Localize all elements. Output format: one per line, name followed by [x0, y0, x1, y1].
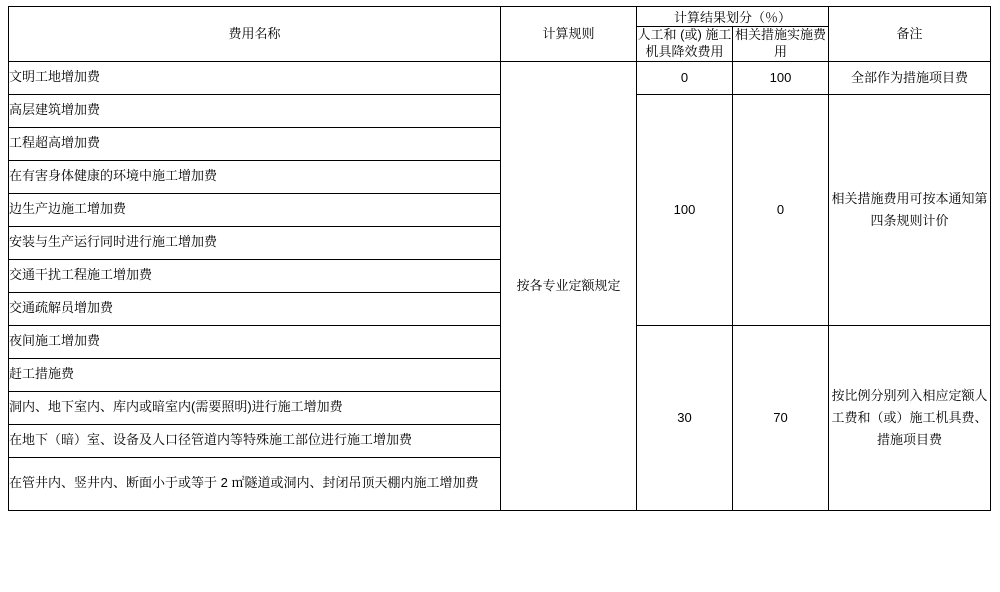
- remark-cell: 相关措施费用可按本通知第四条规则计价: [829, 94, 991, 325]
- fee-name-cell: 在有害身体健康的环境中施工增加费: [9, 160, 501, 193]
- fee-name-cell: 在管井内、竖井内、断面小于或等于 2 ㎡隧道或洞内、封闭吊顶天棚内施工增加费: [9, 457, 501, 510]
- calc-rule-cell: 按各专业定额规定: [501, 61, 637, 510]
- fee-name-cell: 在地下（暗）室、设备及人口径管道内等特殊施工部位进行施工增加费: [9, 424, 501, 457]
- measure-pct-cell: 0: [733, 94, 829, 325]
- header-calc-rule: 计算规则: [501, 7, 637, 62]
- remark-cell: 全部作为措施项目费: [829, 61, 991, 94]
- header-remark: 备注: [829, 7, 991, 62]
- fee-name-cell: 安装与生产运行同时进行施工增加费: [9, 226, 501, 259]
- fee-name-cell: 边生产边施工增加费: [9, 193, 501, 226]
- labor-pct-cell: 100: [637, 94, 733, 325]
- labor-pct-cell: 0: [637, 61, 733, 94]
- fee-name-cell: 洞内、地下室内、库内或暗室内(需要照明)进行施工增加费: [9, 391, 501, 424]
- document-page: [0, 6, 1000, 592]
- table-row: [9, 325, 991, 358]
- table-header: [9, 7, 991, 62]
- table-row: [9, 94, 991, 127]
- measure-pct-cell: 100: [733, 61, 829, 94]
- header-split-measure: 相关措施实施费用: [733, 27, 829, 62]
- fee-name-cell: 交通干扰工程施工增加费: [9, 259, 501, 292]
- header-split-title: 计算结果划分（％）: [637, 7, 829, 27]
- remark-cell: 按比例分别列入相应定额人工费和（或）施工机具费、措施项目费: [829, 325, 991, 510]
- fee-name-cell: 赶工措施费: [9, 358, 501, 391]
- fee-name-cell: 夜间施工增加费: [9, 325, 501, 358]
- header-row-1: [9, 7, 991, 27]
- fee-name-cell: 交通疏解员增加费: [9, 292, 501, 325]
- header-split-labor: 人工和 (或) 施工机具降效费用: [637, 27, 733, 62]
- fee-name-cell: 高层建筑增加费: [9, 94, 501, 127]
- table-row: [9, 61, 991, 94]
- fee-table: [8, 6, 991, 511]
- table-body: [9, 61, 991, 510]
- labor-pct-cell: 30: [637, 325, 733, 510]
- header-fee-name: 费用名称: [9, 7, 501, 62]
- fee-name-cell: 文明工地增加费: [9, 61, 501, 94]
- measure-pct-cell: 70: [733, 325, 829, 510]
- fee-name-cell: 工程超高增加费: [9, 127, 501, 160]
